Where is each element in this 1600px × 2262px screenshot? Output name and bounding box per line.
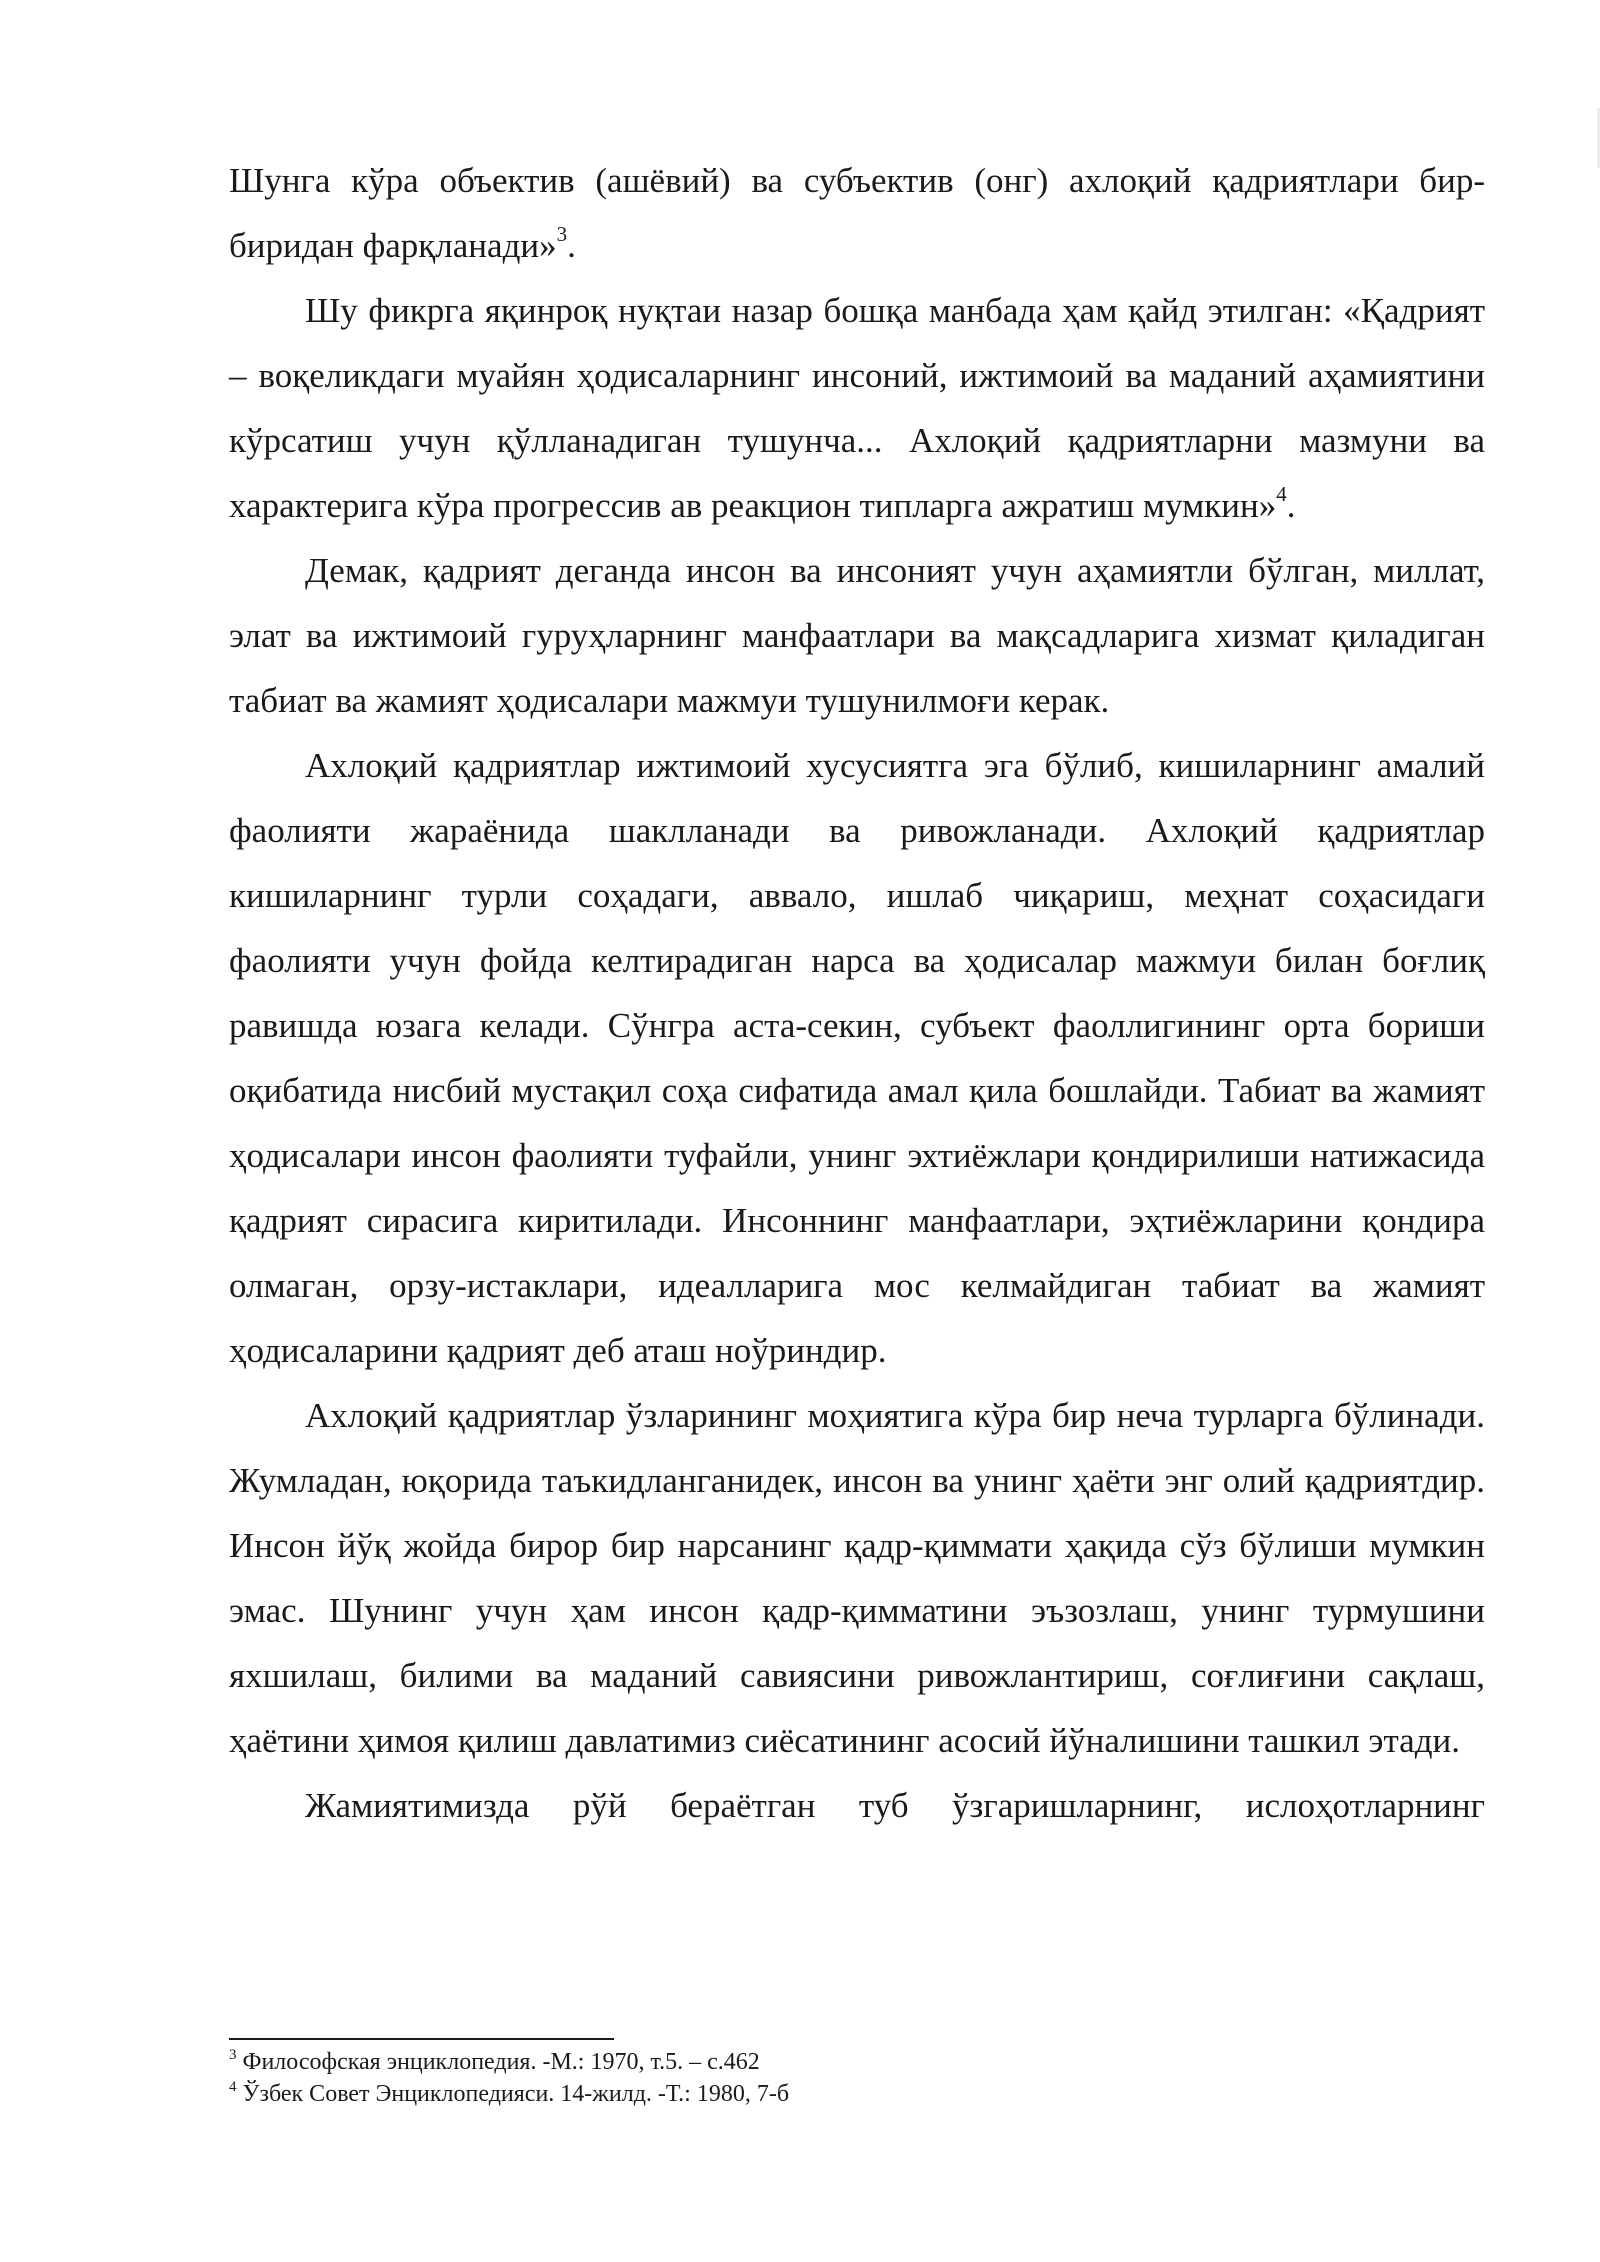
footnote-3-text: Философская энциклопедия. -М.: 1970, т.5. – с.462 [242, 2049, 760, 2075]
footnote-mark-3: 3 [229, 2047, 237, 2063]
body-text [229, 148, 1485, 1838]
paragraph-3-text: Демак, қадрият деганда инсон ва инсоният учун аҳамиятли бўлган, миллат, элат ва ижтимоий гуруҳларнинг манфаатлари ва мақсадларига хизмат қиладиган табиат ва жамият ҳодисалари мажмуи тушунилмоғи керак. [229, 551, 1485, 720]
paragraph-4 [229, 733, 1485, 1383]
footnote-ref-3[interactable]: 3 [556, 222, 568, 246]
paragraph-6-text: Жамиятимизда рўй бераётган туб ўзгаришларнинг, ислоҳотларнинг [305, 1786, 1485, 1825]
footnote-4-text: Ўзбек Совет Энциклопедияси. 14-жилд. -Т.: 1980, 7-б [242, 2081, 790, 2107]
paragraph-1-tail: . [567, 226, 576, 265]
paragraph-6 [229, 1773, 1485, 1838]
footnote-4 [229, 2078, 1485, 2110]
footnotes [229, 2046, 1485, 2110]
paragraph-5-text: Ахлоқий қадриятлар ўзларининг моҳиятига кўра бир неча турларга бўлинади. Жумладан, юқорида таъкидланганидек, инсон ва унинг ҳаёти энг олий қадриятдир. Инсон йўқ жойда бирор бир нарсанинг қадр-қиммати ҳақида сўз бўлиши мумкин эмас. Шунинг учун ҳам инсон қадр-қимматини эъзозлаш, унинг турмушини яхшилаш, билими ва маданий савиясини ривожлантириш, соғлиғини сақлаш, ҳаётини ҳимоя қилиш давлатимиз сиёсатининг асосий йўналишини ташкил этади. [229, 1396, 1485, 1760]
paragraph-2-text: Шу фикрга яқинроқ нуқтаи назар бошқа манбада ҳам қайд этилган: «Қадрият – воқеликдаги муайян ҳодисаларнинг инсоний, ижтимоий ва маданий аҳамиятини кўрсатиш учун қўлланадиган тушунча... Ахлоқий қадриятларни мазмуни ва характерига кўра прогрессив ав реакцион типларга ажратиш мумкин» [229, 291, 1485, 525]
paragraph-3 [229, 538, 1485, 733]
paragraph-1-text: Шунга кўра объектив (ашёвий) ва субъектив (онг) ахлоқий қадриятлари бир-биридан фарқланади» [229, 161, 1485, 265]
paragraph-4-text: Ахлоқий қадриятлар ижтимоий хусусиятга эга бўлиб, кишиларнинг амалий фаолияти жараёнида шаклланади ва ривожланади. Ахлоқий қадриятлар кишиларнинг турли соҳадаги, аввало, ишлаб чиқариш, меҳнат соҳасидаги фаолияти учун фойда келтирадиган нарса ва ҳодисалар мажмуи билан боғлиқ равишда юзага келади. Сўнгра аста-секин, субъект фаоллигининг орта бориши оқибатида нисбий мустақил соҳа сифатида амал қила бошлайди. Табиат ва жамият ҳодисалари инсон фаолияти туфайли, унинг эхтиёжлари қондирилиши натижасида қадрият сирасига киритилади. Инсоннинг манфаатлари, эҳтиёжларини қондира олмаган, орзу-истаклари, идеалларига мос келмайдиган табиат ва жамият ҳодисаларини қадрият деб аташ ноўриндир. [229, 746, 1485, 1370]
paragraph-2 [229, 278, 1485, 538]
paragraph-1 [229, 148, 1485, 278]
paragraph-2-tail: . [1286, 486, 1296, 525]
footnote-ref-4[interactable]: 4 [1276, 482, 1287, 506]
footnote-3 [229, 2046, 1485, 2078]
paragraph-5 [229, 1383, 1485, 1773]
footnote-mark-4: 4 [229, 2079, 237, 2095]
footnote-separator [229, 2038, 614, 2040]
